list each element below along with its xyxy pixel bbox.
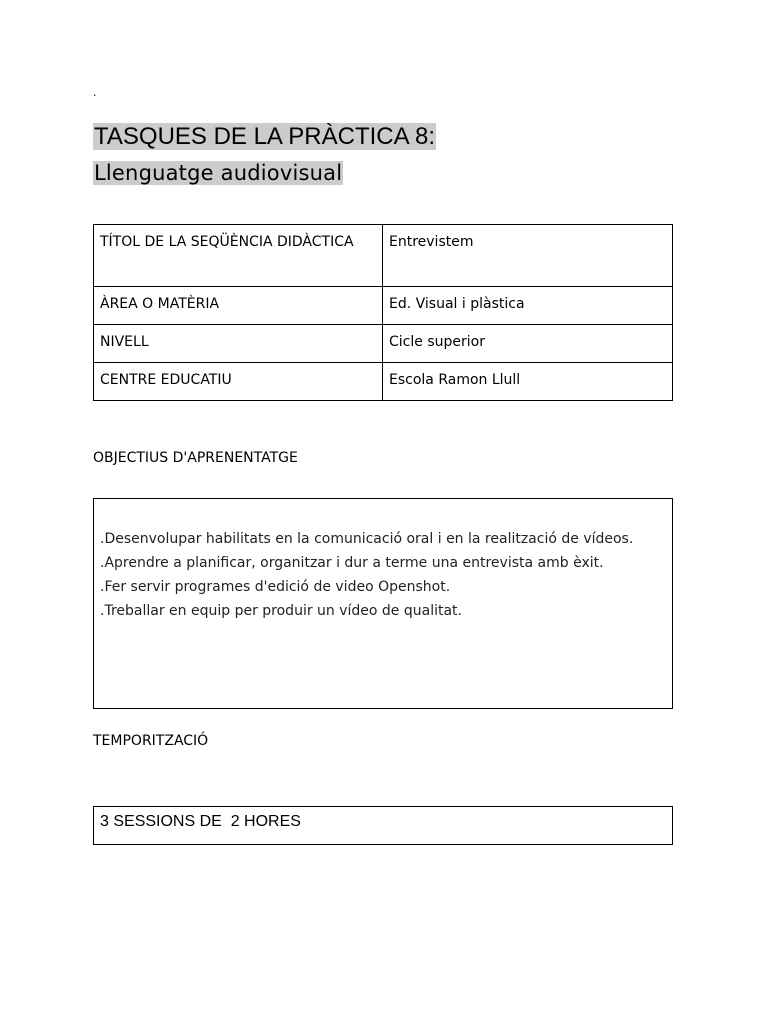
table-label-school: CENTRE EDUCATIU [94,363,383,401]
objectives-box [93,498,673,709]
document-title [93,122,436,152]
timing-heading: TEMPORITZACIÓ [93,733,209,749]
list-item: .Aprendre a planificar, organitzar i dur a terme una entrevista amb èxit. [100,555,604,571]
table-row [94,287,673,325]
document-subtitle-text: Llenguatge audiovisual [94,161,343,185]
table-row [94,225,673,287]
objectives-heading: OBJECTIUS D'APRENENTATGE [93,450,298,466]
table-label-level: NIVELL [94,325,383,363]
timing-box: 3 SESSIONS DE 2 HORES [93,806,673,845]
table-value-area: Ed. Visual i plàstica [383,287,673,325]
stray-dot: . [93,86,97,99]
sequence-info-table [93,224,673,401]
list-item: .Fer servir programes d'edició de video Openshot. [100,579,451,595]
table-row [94,325,673,363]
list-item: .Desenvolupar habilitats en la comunicació oral i en la realització de vídeos. [100,531,634,547]
table-value-school: Escola Ramon Llull [383,363,673,401]
document-subtitle [93,158,343,188]
table-value-level: Cicle superior [383,325,673,363]
table-label-area: ÀREA O MATÈRIA [94,287,383,325]
list-item: .Treballar en equip per produir un vídeo de qualitat. [100,603,462,619]
table-label-title: TÍTOL DE LA SEQÜÈNCIA DIDÀCTICA [94,225,383,287]
table-value-title: Entrevistem [383,225,673,287]
objectives-list [100,527,666,623]
table-row [94,363,673,401]
document-title-text: TASQUES DE LA PRÀCTICA 8: [94,123,435,150]
